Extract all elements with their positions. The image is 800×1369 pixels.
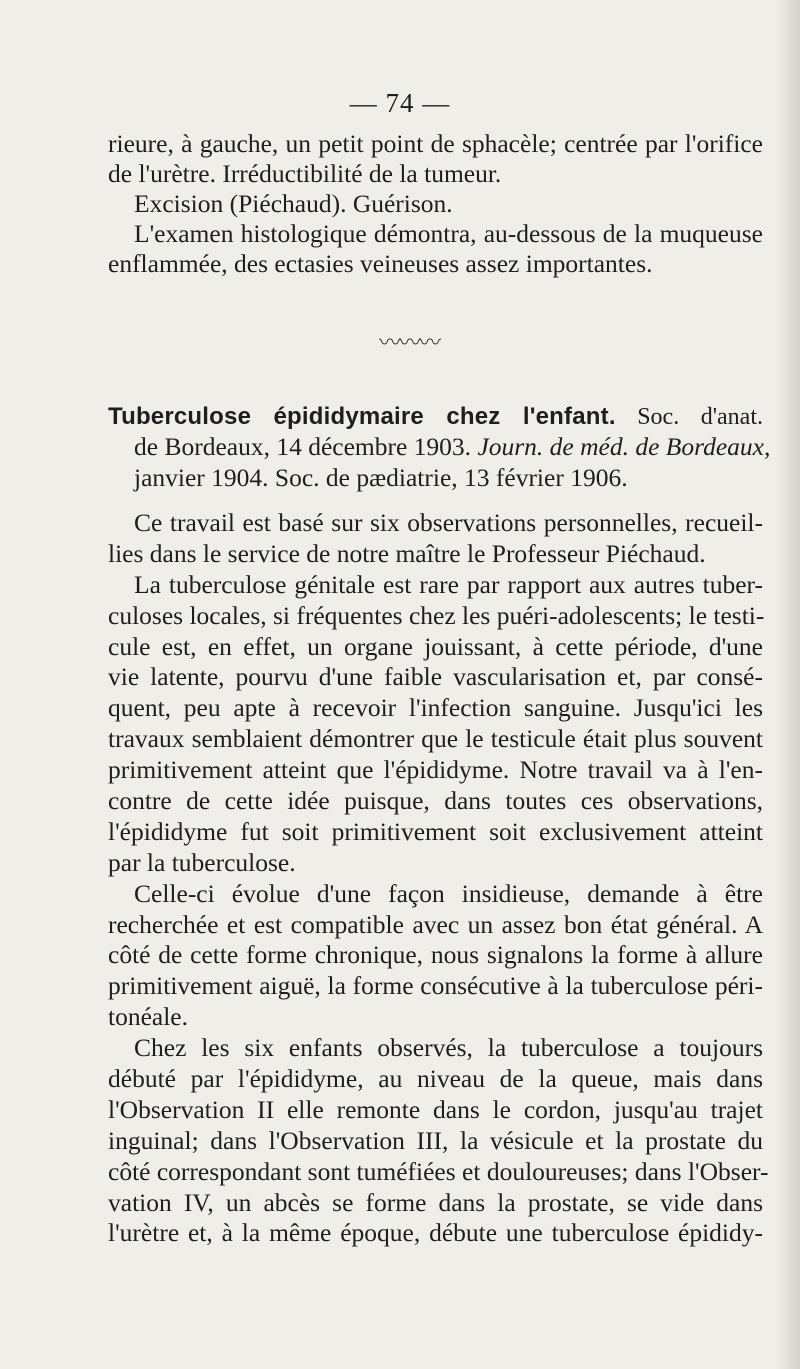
text-line: lies dans le service de notre maître le Professeur Piéchaud. [108,538,706,568]
text-line: contre de cette idée puisque, dans toutes ces observations, [108,786,763,816]
text-line: l'Observation II elle remonte dans le cordon, jusqu'au trajet [108,1094,763,1124]
text-line: côté de cette forme chronique, nous signalons la forme à allure [108,940,763,970]
text-line: Celle-ci évolue d'une façon insidieuse, demande à être [134,878,763,908]
heading-title: Tuberculose épididymaire chez l'enfant. [108,403,616,430]
text-line: côté correspondant sont tuméfiées et douloureuses; dans l'Obser- [108,1156,769,1186]
text-line: cule est, en effet, un organe jouissant, à cette période, d'une [108,631,763,661]
text-line: primitivement aiguë, la forme consécutive à la tuberculose péri- [108,971,763,1001]
top-paragraph [108,129,763,279]
text-line: enflammée, des ectasies veineuses assez importantes. [108,249,653,278]
body-text [108,508,769,1249]
text-line: l'épididyme fut soit primitivement soit exclusivement atteint [108,816,763,846]
text-line: rieure, à gauche, un petit point de sphacèle; centrée par l'orifice [108,129,763,158]
section-ornament: 〰〰〰 [379,330,440,355]
text-line: débuté par l'épididyme, au niveau de la queue, mais dans [108,1064,763,1094]
text-line: vie latente, pourvu d'une faible vascularisation et, par consé- [108,662,763,692]
text-line: Chez les six enfants observés, la tuberculose a toujours [134,1033,763,1063]
text-line: quent, peu apte à recevoir l'infection sanguine. Jusqu'ici les [108,693,763,723]
text-line: l'urètre et, à la même époque, débute une tuberculose épididy- [108,1218,763,1248]
text-line: Ce travail est basé sur six observations personnelles, recueil- [134,508,763,537]
text-line: L'examen histologique démontra, au-dessous de la muqueuse [134,219,763,248]
text-line: par la tuberculose. [108,847,296,877]
section-heading [108,400,771,493]
text-line: de l'urètre. Irréductibilité de la tumeur. [108,159,502,188]
text-line: La tuberculose génitale est rare par rapport aux autres tuber- [134,569,763,599]
text-line: Excision (Piéchaud). Guérison. [134,189,453,218]
page-number: — 74 — [349,88,451,118]
text-line: culoses locales, si fréquentes chez les puéri-adolescents; le testi- [108,600,765,630]
heading-reference: Soc. d'anat. [615,404,763,430]
text-line: tonéale. [108,1002,188,1032]
text-line: inguinal; dans l'Observation III, la vésicule et la prostate du [108,1125,763,1155]
text-line: vation IV, un abcès se forme dans la prostate, se vide dans [108,1187,763,1217]
heading-reference: janvier 1904. Soc. de pædiatrie, 13 février 1906. [134,463,628,492]
heading-reference: de Bordeaux, 14 décembre 1903. [134,432,478,461]
text-line: travaux semblaient démontrer que le testicule était plus souvent [108,724,763,754]
journal-title: Journ. de méd. de Bordeaux, [477,432,771,461]
text-line: primitivement atteint que l'épididyme. Notre travail va à l'en- [108,755,763,785]
text-line: recherchée et est compatible avec un assez bon état général. A [108,909,763,939]
